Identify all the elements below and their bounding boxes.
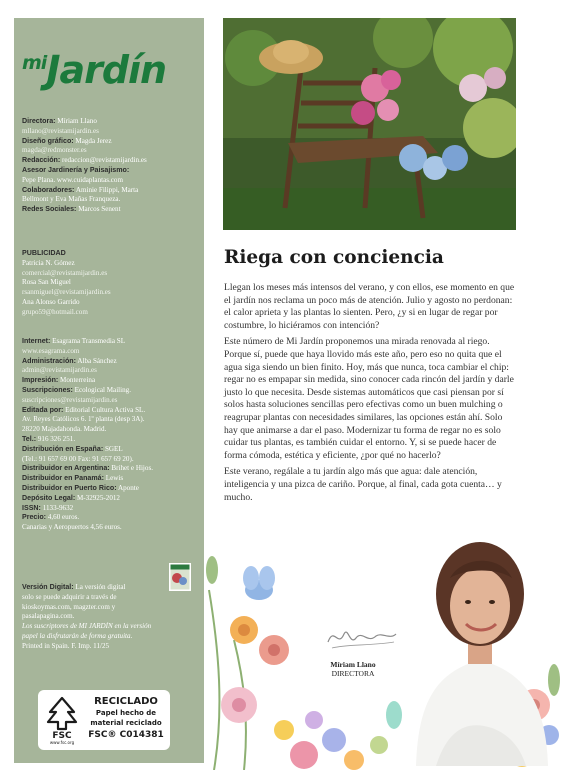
publicidad-heading: PUBLICIDAD [22,249,66,257]
credit-line: Tel.: 916 326 251. [22,434,76,443]
credit-line: Redacción: redaccion@revistamijardin.es [22,156,147,165]
credit-line: Directora: Míriam Llano [22,117,97,125]
credit-line: papel la disfrutarán de forma gratuita. [22,631,133,640]
signature-role: DIRECTORA [331,669,375,678]
fsc-recycled-label: RECICLADO [94,696,158,707]
credit-line: kioskoymas.com, magzter.com y [22,602,116,611]
signature-name: Míriam Llano [330,660,376,669]
logo-jardin: Jardín [46,48,167,92]
credit-line: Precio: 4,60 euros. [22,513,80,522]
fsc-code: FSC® C014381 [88,730,164,740]
article-paragraph: Este número de Mi Jardín proponemos una mirada renovada al riego. Porque sí, puede que haya llovido más este año, pero eso no quita que el agua siga siendo un bien finito. Hoy, más que nunca, toca cambiar el chip: regar no es empapar sin medida, sino conocer cada rincón del jardín y darle justo lo que necesita. Desde sistemas automáticos que casi piensan por sí solos hasta soluciones sencillas pero efectivas como un buen mulching o reagrupar plantas con necesidades similares, las opciones están ahí. Solo hay que animarse a dar el paso. Modernizar tu forma de regar no es solo cuidar tus plantas, es también cuidar el entorno. Y, si se puede hacer de forma cómoda, estética y eficiente, ¿por qué no hacerlo? [224,336,514,461]
publisher-credits [22,337,198,533]
fsc-material-line: material reciclado [90,719,162,727]
mi-jardin-logo [22,48,166,92]
credit-line: ISSN: 1133-9632 [22,503,74,512]
article-paragraph: Este verano, regálale a tu jardín algo más que agua: dale atención, inteligencia y una pizca de cariño. Porque, al final, cada gota cuenta… y mucho. [224,466,502,503]
credit-line: Distribuidor en Puerto Rico: Aponte [22,483,139,492]
credit-line: rsanmiguel@revistamijardin.es [22,288,111,297]
garden-chair-photo [223,18,516,230]
credit-line: solo se puede adquirir a través de [22,592,117,601]
credit-line: Patricia N. Gómez [22,258,75,267]
fsc-material-line: Papel hecho de [95,709,157,717]
fsc-tree-icon [44,695,80,745]
credit-line: Redes Sociales: Marcos Senent [22,205,121,214]
credit-line: grupo59@hotmail.com [22,307,88,316]
article-title: Riega con conciencia [224,247,444,268]
credit-line: Suscripciones: Ecological Mailing. [22,385,131,394]
credit-line: Depósito Legal: M-32925-2012 [22,493,120,502]
credit-line: www.esagrama.com [22,346,80,355]
svg-text:www.fsc.org: www.fsc.org [49,740,75,745]
credit-line: Distribuidor en Argentina: Brihet e Hijos. [22,464,153,473]
credit-line: admin@revistamijardin.es [22,366,97,375]
credit-line: Distribución en España: SGEL [22,444,123,453]
credit-line: Versión Digital: La versión digital [22,583,126,591]
credit-line: mllano@revistamijardin.es [22,126,99,135]
credit-line: comercial@revistamijardin.es [22,268,108,277]
credit-line: (Tel.: 91 657 69 00 Fax: 91 657 69 20). [22,454,134,463]
credit-line: Ana Alonso Garrido [22,297,80,306]
credit-line: Impresión: Monterreina [22,376,96,385]
credit-line: Editada por: Editorial Cultura Activa SL. [22,405,146,414]
credit-line: Administración: Alba Sánchez [22,356,117,365]
printed-line: Printed in Spain. F. Imp. 11/25 [22,641,110,650]
credit-line: Canarias y Aeropuertos 4,56 euros. [22,523,122,532]
credit-line: Asesor Jardinería y Paisajismo: [22,165,130,174]
signature-caption [322,660,384,678]
credit-line: Av. Reyes Católicos 6. 1º planta (desp 3A). [22,415,145,424]
digital-version-credits [22,583,198,652]
staff-credits [22,117,198,215]
credit-line: pasalapagina.com. [22,612,75,621]
svg-text:FSC: FSC [52,731,72,741]
credit-line: Bellmont y Eva Mañas Franqueza. [22,195,121,204]
credit-line: Pepe Plana. www.cuidaplantas.com [22,175,123,184]
credit-line: Internet: Esagrama Transmedia SL [22,337,126,345]
credit-line: Diseño gráfico: Magda Jerez [22,136,112,145]
advertising-credits [22,249,198,318]
director-portrait [396,532,564,766]
credit-line: Colaboradores: Aminie Filippi, Marta [22,185,139,194]
credit-line: 28220 Majadahonda. Madrid. [22,425,107,434]
article-body [224,282,516,508]
credit-line: Los suscriptores de MI JARDÍN en la versión [22,622,152,631]
article-paragraph: Llegan los meses más intensos del verano, y con ellos, ese momento en que el jardín nos reclama un poco más de atención. Julio y agosto no perdonan: el calor aprieta y las plantas lo sienten. Pero, ¿y si en lugar de regar por costumbre, lo hiciéramos con intención? [224,282,515,331]
director-signature [324,622,400,654]
credit-line: suscripciones@revistamijardin.es [22,395,118,404]
fsc-text [86,696,166,740]
credit-line: Distribuidor en Panamá: Lewis [22,474,124,483]
logo-mi: mi [22,52,47,74]
fsc-recycled-badge [38,690,170,750]
credit-line: Rosa San Miguel [22,278,71,287]
credit-line: magda@redmonster.es [22,146,87,155]
